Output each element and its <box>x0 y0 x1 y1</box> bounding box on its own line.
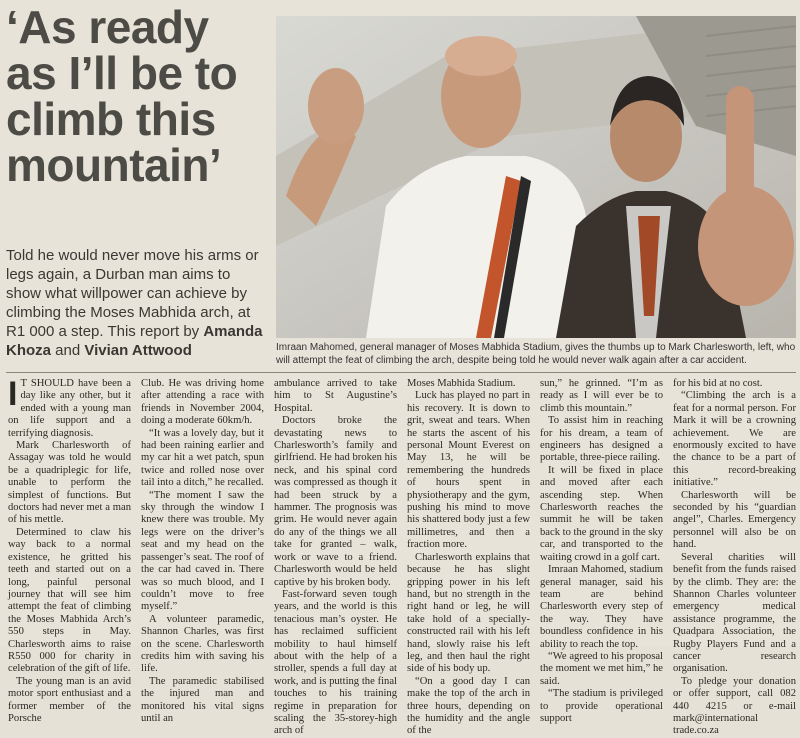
paragraph: The young man is an avid motor sport enthusiast and a former member of the Porsche <box>8 675 131 724</box>
article-column <box>540 378 663 724</box>
headline-line: ‘As ready <box>6 1 209 53</box>
photo-illustration <box>276 16 796 338</box>
standfirst <box>6 246 268 360</box>
article-body <box>8 375 796 737</box>
byline-author: Amanda Khoza <box>6 323 263 359</box>
article-column <box>407 378 530 737</box>
article-column <box>673 378 796 737</box>
paragraph: It will be fixed in place and moved after each ascending step. When Charlesworth reaches the summit he will be taken back to the ground in the sky car, and transported to the waiting crowd in a golf cart. <box>540 464 663 563</box>
paragraph: Moses Mabhida Stadium. <box>407 378 516 389</box>
photo <box>276 16 796 338</box>
article-column <box>141 378 264 724</box>
divider <box>6 372 796 373</box>
paragraph: “The stadium is privileged to provide operational support <box>540 688 663 724</box>
paragraph: To assist him in reaching for his dream, a team of engineers has designed a portable, three-piece railing. <box>540 415 663 464</box>
paragraph: Charlesworth will be seconded by his “guardian angel”, Charles. Emergency personnel will also be on hand. <box>673 489 796 551</box>
paragraph: for his bid at no cost. <box>673 378 763 389</box>
paragraph-text: T SHOULD have been a day like any other, but it ended with a young man on life support and a terrifying diagnosis. <box>8 378 131 439</box>
paragraph: ambulance arrived to take him to St Augustine’s Hospital. <box>274 378 397 414</box>
article-column <box>8 375 131 724</box>
byline-and: and <box>51 342 85 359</box>
standfirst-text: Told he would never move his arms or legs again, a Durban man aims to show what willpower can achieve by climbing the Moses Mabhida arch, at R1 000 a step. This report by <box>6 247 259 340</box>
paragraph: The paramedic stabilised the injured man and monitored his vital signs until an <box>141 675 264 724</box>
paragraph: Several charities will benefit from the funds raised by the climb. They are: the Shannon Charles volunteer emergency medical assistance programme, the Quadpara Association, the Rugby Players Fund and a cancer research organisation. <box>673 551 796 675</box>
photo-caption: Imraan Mahomed, general manager of Moses Mabhida Stadium, gives the thumbs up to Mark Charlesworth, left, who will attempt the feat of climbing the arch, despite being told he would never walk again after a car accident. <box>276 342 796 366</box>
paragraph: Club. He was driving home after attending a race with friends in November 2004, doing a moderate 60km/h. <box>141 378 264 427</box>
paragraph <box>8 375 131 440</box>
headline-line: mountain’ <box>6 139 222 191</box>
paragraph: sun,” he grinned. “I’m as ready as I will ever be to climb this mountain.” <box>540 378 663 414</box>
paragraph: A volunteer paramedic, Shannon Charles, was first on the scene. Charlesworth credits him with saving his life. <box>141 613 264 675</box>
paragraph: “It was a lovely day, but it had been raining earlier and my car hit a wet patch, spun twice and rolled nose over tail into a ditch,” he recalled. <box>141 427 264 489</box>
paragraph: Fast-forward seven tough years, and the world is this tenacious man’s oyster. He has reclaimed sufficient mobility to haul himself about with the help of a stroller, spends a full day at work, and is putting the final touches to his training regime in preparation for scaling the 35-storey-high arch of <box>274 588 397 737</box>
paragraph: “We agreed to his proposal the moment we met him,” he said. <box>540 650 663 687</box>
paragraph: Doctors broke the devastating news to Charlesworth’s family and girlfriend. He had broken his neck, and his spinal cord was compressed as though it had been struck by a hammer. The prognosis was grim. He would never again do any of the things we all take for granted – walk, work or wave to a friend. Charlesworth would be held captive by his broken body. <box>274 415 397 588</box>
headline-line: climb this <box>6 93 216 145</box>
paragraph: Determined to claw his way back to a normal existence, he gritted his teeth and started out on a long, painful personal journey that will see him attempt the feat of climbing the Moses Mabhida Arch’s 550 steps in May. Charlesworth aims to raise R550 000 for charity in celebration of the gift of life. <box>8 526 131 675</box>
paragraph: “The moment I saw the sky through the window I knew there was trouble. My legs were on the driver’s seat and my head on the passenger’s seat. The roof of the car had caved in. There was so much blood, and I couldn’t move to free myself.” <box>141 489 264 613</box>
paragraph: Mark Charlesworth of Assagay was told he would be a quadriplegic for life, unable to perform the simplest of functions. But doctors had never met a man of his mettle. <box>8 440 131 526</box>
paragraph: Imraan Mahomed, stadium general manager, said his team are behind Charlesworth every step of the way. They have boundless confidence in his ability to reach the top. <box>540 564 663 650</box>
article-column <box>274 378 397 737</box>
paragraph: Luck has played no part in his recovery. It is down to grit, sweat and tears. When he starts the ascent of his personal Mount Everest on May 13, he will be remembering the hundreds of hours spent in physiotherapy and the gym, pushing his mind to move his shattered body just a few millimetres, and then a fraction more. <box>407 390 530 551</box>
headline-line: as I’ll be to <box>6 47 238 99</box>
paragraph: To pledge your donation or offer support, call 082 440 4215 or e-mail mark@international trade.co.za <box>673 675 796 737</box>
paragraph: Charlesworth explains that because he has slight gripping power in his left hand, but no strength in the right hand or leg, he will take hold of a specially-constructed rail with his left hand, slowly raise his left leg, and then haul the right side of his body up. <box>407 551 530 675</box>
byline-author: Vivian Attwood <box>84 342 192 359</box>
paragraph: “On a good day I can make the top of the arch in three hours, depending on the humidity and the angle of the <box>407 675 530 737</box>
headline <box>6 1 268 191</box>
paragraph: “Climbing the arch is a feat for a normal person. For Mark it will be a crowning achievement. We are enormously excited to have the chance to be a part of this record-breaking initiative.” <box>673 390 796 489</box>
drop-cap: I <box>8 375 18 413</box>
